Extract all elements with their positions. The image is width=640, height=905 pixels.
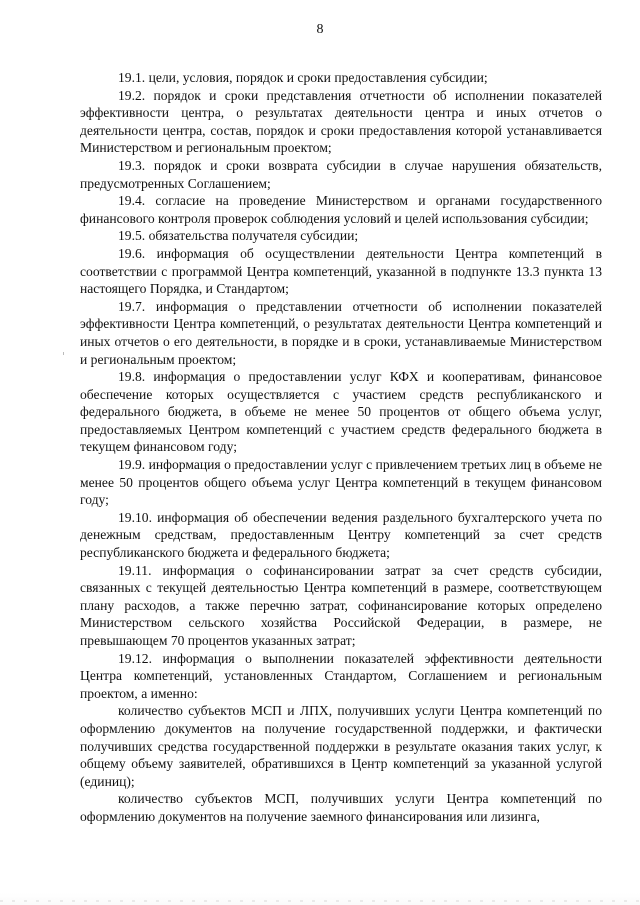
paragraph-19-7: 19.7. информация о представлении отчетности об исполнении показателей эффективности Центра компетенций, о результатах деятельности Центра компетенций и иных отчетов о его деятельности, в порядке и в сроки, устанавливаемые Министерством и региональным проектом; xyxy=(80,298,602,367)
document-body xyxy=(80,69,602,826)
paragraph-19-2: 19.2. порядок и сроки представления отчетности об исполнении показателей эффективности центра, о результатах деятельности центра и иных отчетов о деятельности центра, состав, порядок и сроки предоставления которой устанавливается Министерством и региональным проектом; xyxy=(80,87,602,156)
paragraph-19-11: 19.11. информация о софинансировании затрат за счет средств субсидии, связанных с текущей деятельностью Центра компетенций в размере, соответствующем плану расходов, а также перечню затрат, софинансирование которых определено Министерством сельского хозяйства Российской Федерации, в размере, не превышающем 70 процентов указанных затрат; xyxy=(80,562,602,648)
margin-mark xyxy=(63,352,64,355)
paragraph-19-6: 19.6. информация об осуществлении деятельности Центра компетенций в соответствии с программой Центра компетенций, указанной в подпункте 13.3 пункта 13 настоящего Порядка, и Стандартом; xyxy=(80,245,602,297)
paragraph-19-4: 19.4. согласие на проведение Министерством и органами государственного финансового контроля проверок соблюдения условий и целей использования субсидии; xyxy=(80,193,602,226)
paragraph-19-12: 19.12. информация о выполнении показателей эффективности деятельности Центра компетенций, установленных Стандартом, Соглашением и региональным проектом, а именно: xyxy=(80,650,602,701)
paragraph-19-3: 19.3. порядок и сроки возврата субсидии в случае нарушения обязательств, предусмотренных Соглашением; xyxy=(80,157,602,191)
scan-noise-strip xyxy=(0,893,640,905)
scan-bottom-edge xyxy=(0,893,640,905)
paragraph-19-10: 19.10. информация об обеспечении ведения раздельного бухгалтерского учета по денежным средствам, предоставленным Центру компетенций за счет средств республиканского бюджета и федерального бюджета; xyxy=(80,509,602,561)
paragraph-19-5: 19.5. обязательства получателя субсидии; xyxy=(118,228,359,244)
page-number: 8 xyxy=(316,22,324,37)
paragraph-19-1: 19.1. цели, условия, порядок и сроки предоставления субсидии; xyxy=(118,70,488,85)
indicator-item-2: количество субъектов МСП, получивших услуги Центра компетенций по оформлению документов на получение заемного финансирования или лизинга, xyxy=(80,791,602,824)
paragraph-19-9: 19.9. информация о предоставлении услуг с привлечением третьих лиц в объеме не менее 50 процентов общего объема услуг Центра компетенций в текущем финансовом году; xyxy=(80,457,602,508)
indicator-item-1: количество субъектов МСП и ЛПХ, получивших услуги Центра компетенций по оформлению документов на получение государственной поддержки, и фактически получивших средства государственной поддержки в результате оказания таких услуг, к общему объему заявителей, обратившихся в Центр компетенций за указанной услугой (единиц); xyxy=(80,703,602,789)
paragraph-19-8: 19.8. информация о предоставлении услуг КФХ и кооперативам, финансовое обеспечение которых осуществляется с участием средств республиканского и федерального бюджета, в объеме не менее 50 процентов от общего объема услуг, предоставляемых Центром компетенций с участием средств федерального бюджета в текущем финансовом году; xyxy=(80,369,602,455)
